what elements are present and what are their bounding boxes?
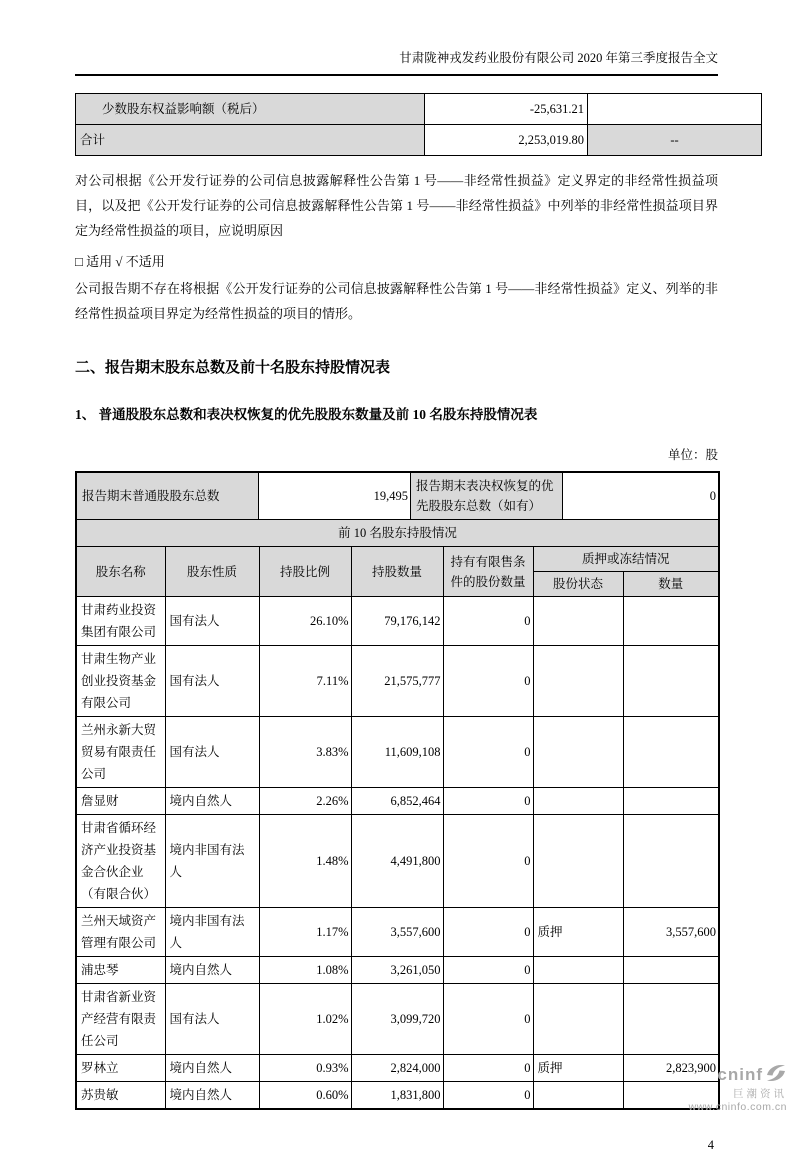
section-heading: 二、报告期末股东总数及前十名股东持股情况表 (75, 360, 391, 376)
common-holders-value: 19,495 (259, 473, 411, 519)
pledge-amount-cell (623, 957, 718, 984)
shareholder-nature-cell: 境内自然人 (165, 788, 259, 815)
pledge-status-cell (533, 815, 623, 908)
shareholder-restricted-cell: 0 (443, 597, 533, 646)
col-header-shares: 持股数量 (351, 547, 443, 597)
cninfo-logo-url: www.cninfo.com.cn (688, 1101, 787, 1114)
pledge-amount-cell (623, 646, 718, 717)
shareholder-row (77, 1055, 718, 1082)
shareholder-ratio-cell: 3.83% (259, 717, 351, 788)
non-recurring-summary-table (75, 93, 762, 156)
pledge-status-cell: 质押 (533, 908, 623, 957)
applicability-line: □ 适用 √ 不适用 (75, 254, 165, 269)
shareholder-row (77, 815, 718, 908)
table-row (76, 125, 762, 156)
cninfo-watermark (689, 1063, 787, 1114)
shareholder-nature-cell: 国有法人 (165, 717, 259, 788)
shareholder-ratio-cell: 1.48% (259, 815, 351, 908)
cninfo-logo-subtext: 巨潮资讯 (733, 1087, 787, 1100)
shareholder-ratio-cell: 0.93% (259, 1055, 351, 1082)
shareholder-shares-cell: 21,575,777 (351, 646, 443, 717)
pledge-status-cell (533, 984, 623, 1055)
shareholder-row (77, 984, 718, 1055)
shareholder-restricted-cell: 0 (443, 1082, 533, 1109)
pledge-status-cell (533, 717, 623, 788)
shareholder-ratio-cell: 1.08% (259, 957, 351, 984)
section-subheading: 1、 普通股股东总数和表决权恢复的优先股股东数量及前 10 名股东持股情况表 (75, 407, 538, 422)
col-header-pledge-amount: 数量 (623, 572, 718, 597)
col-header-nature: 股东性质 (165, 547, 259, 597)
statement-paragraph: 公司报告期不存在将根据《公开发行证券的公司信息披露解释性公告第 1 号——非经常性损益》定义、列举的非经常性损益项目界定为经常性损益的项目的情形。 (75, 281, 718, 321)
common-holders-label: 报告期末普通股股东总数 (77, 473, 259, 519)
report-title: 甘肃陇神戎发药业股份有限公司 2020 年第三季度报告全文 (399, 51, 718, 65)
shareholder-nature-cell: 国有法人 (165, 646, 259, 717)
shareholder-row (77, 1082, 718, 1109)
pledge-status-cell (533, 957, 623, 984)
shareholder-ratio-cell: 26.10% (259, 597, 351, 646)
shareholder-restricted-cell: 0 (443, 908, 533, 957)
shareholder-shares-cell: 1,831,800 (351, 1082, 443, 1109)
shareholder-shares-cell: 2,824,000 (351, 1055, 443, 1082)
shareholder-shares-cell: 6,852,464 (351, 788, 443, 815)
pledge-amount-cell (623, 788, 718, 815)
top10-shareholders-table (75, 471, 720, 1110)
col-header-restricted: 持有有限售条件的股份数量 (443, 547, 533, 597)
page-number: 4 (707, 1138, 714, 1152)
shareholder-ratio-cell: 1.17% (259, 908, 351, 957)
shareholder-name-cell: 浦忠琴 (77, 957, 165, 984)
shareholder-name-cell: 苏贵敏 (77, 1082, 165, 1109)
shareholders-grid (77, 547, 718, 1108)
shareholder-restricted-cell: 0 (443, 1055, 533, 1082)
minority-interest-value: -25,631.21 (425, 94, 588, 125)
top10-banner: 前 10 名股东持股情况 (77, 520, 718, 547)
shareholder-name-cell: 甘肃省新业资产经营有限责任公司 (77, 984, 165, 1055)
shareholder-name-cell: 罗林立 (77, 1055, 165, 1082)
shareholder-restricted-cell: 0 (443, 815, 533, 908)
document-header (75, 48, 718, 76)
shareholder-totals-row (77, 473, 718, 520)
table-row (76, 94, 762, 125)
shareholder-restricted-cell: 0 (443, 717, 533, 788)
pledge-amount-cell: 2,823,900 (623, 1055, 718, 1082)
pledge-amount-cell: 3,557,600 (623, 908, 718, 957)
header-row (77, 547, 718, 572)
shareholder-shares-cell: 3,099,720 (351, 984, 443, 1055)
shareholder-ratio-cell: 2.26% (259, 788, 351, 815)
shareholder-row (77, 646, 718, 717)
preferred-holders-label: 报告期末表决权恢复的优先股股东总数（如有） (411, 473, 563, 519)
explanation-paragraph: 对公司根据《公开发行证券的公司信息披露解释性公告第 1 号——非经常性损益》定义界定的非经常性损益项目，以及把《公开发行证券的公司信息披露解释性公告第 1 号——非经常性损益》中列举的非经常性损益项目界定为经常性损益的项目，应说明原因 (75, 173, 718, 238)
total-value: 2,253,019.80 (425, 125, 588, 156)
shareholder-shares-cell: 3,557,600 (351, 908, 443, 957)
shareholder-shares-cell: 3,261,050 (351, 957, 443, 984)
shareholder-row (77, 908, 718, 957)
cninfo-logo-text: cninf (717, 1065, 763, 1085)
shareholder-name-cell: 甘肃药业投资集团有限公司 (77, 597, 165, 646)
pledge-amount-cell (623, 597, 718, 646)
shareholder-name-cell: 甘肃省循环经济产业投资基金合伙企业（有限合伙） (77, 815, 165, 908)
preferred-holders-value: 0 (709, 489, 716, 503)
shareholder-restricted-cell: 0 (443, 957, 533, 984)
shareholder-ratio-cell: 1.02% (259, 984, 351, 1055)
pledge-amount-cell (623, 984, 718, 1055)
shareholder-row (77, 597, 718, 646)
shareholder-row (77, 717, 718, 788)
unit-label: 单位：股 (667, 448, 718, 462)
shareholder-restricted-cell: 0 (443, 646, 533, 717)
shareholder-shares-cell: 11,609,108 (351, 717, 443, 788)
shareholder-name-cell: 甘肃生物产业创业投资基金有限公司 (77, 646, 165, 717)
shareholder-row (77, 788, 718, 815)
shareholder-nature-cell: 境内非国有法人 (165, 908, 259, 957)
pledge-status-cell (533, 646, 623, 717)
pledge-status-cell: 质押 (533, 1055, 623, 1082)
pledge-status-cell (533, 597, 623, 646)
total-note: -- (588, 125, 762, 156)
shareholder-ratio-cell: 7.11% (259, 646, 351, 717)
shareholder-nature-cell: 国有法人 (165, 984, 259, 1055)
cninfo-swirl-icon (765, 1063, 787, 1088)
shareholder-name-cell: 兰州永新大贸贸易有限责任公司 (77, 717, 165, 788)
shareholder-nature-cell: 境内自然人 (165, 1055, 259, 1082)
shareholder-shares-cell: 79,176,142 (351, 597, 443, 646)
pledge-status-cell (533, 788, 623, 815)
col-header-pledge-status: 股份状态 (533, 572, 623, 597)
shareholder-name-cell: 兰州天域资产管理有限公司 (77, 908, 165, 957)
col-header-pledge-group: 质押或冻结情况 (533, 547, 718, 572)
shareholder-restricted-cell: 0 (443, 788, 533, 815)
shareholder-row (77, 957, 718, 984)
shareholder-nature-cell: 境内非国有法人 (165, 815, 259, 908)
pledge-amount-cell (623, 717, 718, 788)
shareholder-name-cell: 詹显财 (77, 788, 165, 815)
pledge-status-cell (533, 1082, 623, 1109)
minority-interest-note (588, 94, 762, 125)
total-label: 合计 (76, 125, 425, 156)
pledge-amount-cell (623, 815, 718, 908)
shareholder-nature-cell: 境内自然人 (165, 957, 259, 984)
shareholder-restricted-cell: 0 (443, 984, 533, 1055)
shareholder-shares-cell: 4,491,800 (351, 815, 443, 908)
col-header-ratio: 持股比例 (259, 547, 351, 597)
col-header-name: 股东名称 (77, 547, 165, 597)
shareholder-ratio-cell: 0.60% (259, 1082, 351, 1109)
minority-interest-label: 少数股东权益影响额（税后） (76, 94, 425, 125)
shareholder-nature-cell: 境内自然人 (165, 1082, 259, 1109)
shareholder-nature-cell: 国有法人 (165, 597, 259, 646)
